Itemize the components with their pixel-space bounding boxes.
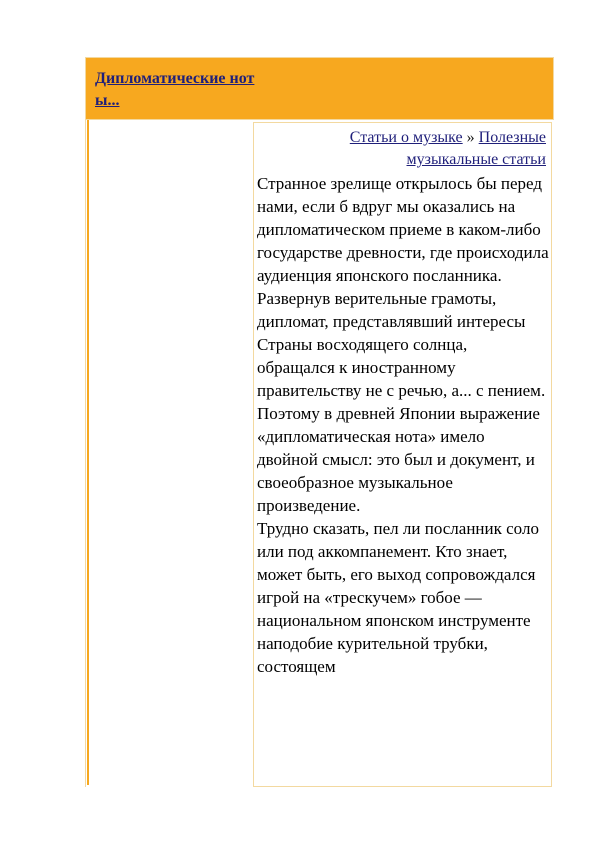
- breadcrumb: [261, 127, 546, 171]
- article-title-link[interactable]: Дипломатические ноты...: [95, 70, 255, 109]
- article-body: [257, 172, 549, 678]
- breadcrumb-separator: »: [462, 129, 479, 146]
- breadcrumb-link-music-articles[interactable]: Статьи о музыке: [349, 129, 463, 146]
- article-table: [85, 57, 554, 787]
- content-cell: [253, 122, 552, 787]
- breadcrumb-link-useful-articles[interactable]: Полезные музыкальные статьи: [406, 129, 546, 168]
- header-band: [85, 57, 554, 120]
- left-column-rule: [87, 120, 89, 785]
- article-paragraph: Поэтому в древней Японии выражение «дипломатическая нота» имело двойной смысл: это был и документ, и своеобразное музыкальное произведение.: [257, 404, 540, 515]
- article-paragraph: Трудно сказать, пел ли посланник соло или под аккомпанемент. Кто знает, может быть, его выход сопровождался игрой на «трескучем» гобое — национальном японском инструменте наподобие курительной трубки, состоящем: [257, 519, 539, 676]
- left-column: [85, 120, 253, 787]
- article-paragraph: Странное зрелище открылось бы перед нами, если б вдруг мы оказались на дипломатическом приеме в каком-либо государстве древности, где происходила аудиенция японского посланника. Развернув верительные грамоты, дипломат, представлявший интересы Страны восходящего солнца, обращался к иностранному правительству не с речью, а... с пением.: [257, 174, 549, 400]
